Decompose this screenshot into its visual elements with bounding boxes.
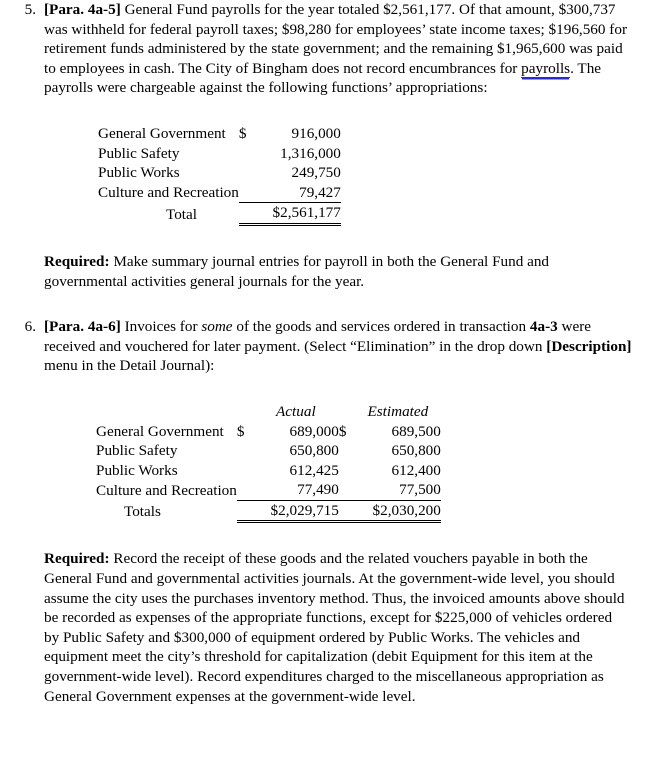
total-label: Total	[166, 205, 197, 223]
row-amount: 249,750	[291, 164, 341, 182]
para-tag-4a-6: [Para. 4a-6]	[44, 318, 121, 336]
table-total-row	[96, 500, 441, 522]
total-currency	[239, 203, 255, 225]
row-label: General Government	[96, 422, 224, 440]
table-row	[98, 124, 341, 144]
table-header-row	[96, 402, 441, 422]
total-amount: $2,561,177	[255, 203, 341, 225]
para-4a-6-body-2: of the goods and services ordered in transaction	[232, 318, 530, 336]
spacer	[0, 291, 665, 317]
header-spacer-currency-2	[339, 402, 355, 422]
para-4a-5-body-1: General Fund payrolls for the year totaled $2,561,177. Of that amount, $300,737 was withheld for federal payroll taxes; $98,280 for employees’ state income taxes; $196,560 for retirement funds administered by the state government; and the remaining $1,965,600 was paid to employees in cash. The City of Bingham does not record encumbrances for	[44, 1, 627, 77]
total-actual-currency	[237, 500, 253, 522]
row-actual-amount: 689,000	[289, 422, 339, 440]
row-estimated-amount: 689,500	[391, 422, 441, 440]
table-row	[96, 422, 441, 442]
spacer	[0, 523, 665, 549]
menu-label-description: [Description]	[546, 337, 632, 355]
column-header-actual: Actual	[276, 402, 316, 420]
row-actual-currency: $	[236, 422, 245, 440]
required-text-5: Make summary journal entries for payroll in both the General Fund and governmental activities general journals for the year.	[44, 252, 550, 290]
required-label-6: Required:	[44, 550, 110, 568]
invoices-table-wrap	[0, 402, 665, 524]
row-actual-amount: 77,490	[253, 480, 339, 500]
row-currency: $	[238, 124, 247, 142]
spacer	[0, 376, 665, 402]
table-row	[98, 183, 341, 203]
row-label: Culture and Recreation	[98, 184, 239, 202]
column-header-estimated: Estimated	[367, 402, 429, 420]
row-estimated-currency	[339, 480, 355, 500]
list-item-5-number: 5.	[24, 1, 36, 18]
row-estimated-currency	[339, 441, 355, 461]
row-label: Culture and Recreation	[96, 481, 237, 499]
row-estimated-currency	[339, 461, 355, 481]
row-amount: 79,427	[255, 183, 341, 203]
required-paragraph-5	[44, 252, 631, 291]
row-currency	[239, 163, 255, 183]
row-label: Public Safety	[96, 442, 178, 460]
total-estimated-currency	[339, 500, 355, 522]
table-row	[96, 441, 441, 461]
paragraph-4a-5	[44, 0, 665, 98]
row-currency	[239, 183, 255, 203]
payroll-appropriations-table-wrap	[0, 124, 665, 226]
total-estimated-amount: $2,030,200	[355, 500, 441, 522]
total-label: Totals	[124, 503, 161, 521]
required-text-6: Record the receipt of these goods and the related vouchers payable in both the General Fund and governmental activities journals. At the government-wide level, you should assume the city uses the purchases inventory method. Thus, the invoiced amounts above should be recorded as expenses of the appropriate functions, except for $225,000 of vehicles ordered by Public Safety and $300,000 of equipment ordered by Public Works. The vehicles and equipment meet the city’s threshold for capitalization (debit Equipment for this item at the government-wide level). Record expenditures charged to the miscellaneous appropriation as General Government expenses at the government-wide level.	[44, 550, 625, 705]
payroll-appropriations-table	[98, 124, 341, 226]
paragraph-4a-6	[44, 317, 665, 376]
row-actual-amount: 650,800	[289, 442, 339, 460]
para-4a-5-body-2: . The payrolls were chargeable against the following functions’ appropriations:	[44, 59, 602, 97]
list-item-6	[0, 317, 665, 376]
row-actual-amount: 612,425	[289, 461, 339, 479]
table-row	[98, 144, 341, 164]
row-actual-currency	[237, 480, 253, 500]
row-label: Public Works	[96, 461, 178, 479]
para-4a-6-body-1: Invoices for	[120, 318, 202, 336]
emphasis-some: some	[201, 318, 233, 336]
para-4a-6-body-4: menu in the Detail Journal):	[44, 357, 215, 375]
para-tag-4a-5: [Para. 4a-5]	[44, 1, 121, 18]
required-label-5: Required:	[44, 252, 110, 270]
row-estimated-amount: 612,400	[391, 461, 441, 479]
table-row	[98, 163, 341, 183]
header-spacer	[96, 402, 237, 422]
required-block-5	[0, 252, 665, 291]
list-item-5	[0, 0, 665, 98]
row-label: General Government	[98, 124, 226, 142]
row-actual-currency	[237, 461, 253, 481]
required-block-6	[0, 549, 665, 706]
flagged-word-payrolls[interactable]: payrolls	[521, 59, 571, 77]
table-total-row	[98, 203, 341, 225]
row-amount: 1,316,000	[280, 144, 341, 162]
row-label: Public Works	[98, 164, 180, 182]
transaction-ref-4a-3: 4a-3	[529, 318, 558, 336]
row-estimated-currency: $	[338, 422, 347, 440]
para-4a-6-body-3: were received and vouchered for later payment. (Select “Elimination” in the drop down	[44, 318, 592, 355]
row-estimated-amount: 77,500	[355, 480, 441, 500]
total-actual-amount: $2,029,715	[253, 500, 339, 522]
spacer	[0, 98, 665, 124]
row-amount: 916,000	[291, 124, 341, 142]
row-label: Public Safety	[98, 144, 180, 162]
list-item-6-number: 6.	[24, 318, 36, 336]
invoices-actual-estimated-table	[96, 402, 441, 524]
spacer	[0, 226, 665, 252]
header-spacer-currency	[237, 402, 253, 422]
required-paragraph-6	[44, 549, 631, 706]
row-actual-currency	[237, 441, 253, 461]
row-estimated-amount: 650,800	[391, 442, 441, 460]
table-row	[96, 480, 441, 500]
row-currency	[239, 144, 255, 164]
table-row	[96, 461, 441, 481]
